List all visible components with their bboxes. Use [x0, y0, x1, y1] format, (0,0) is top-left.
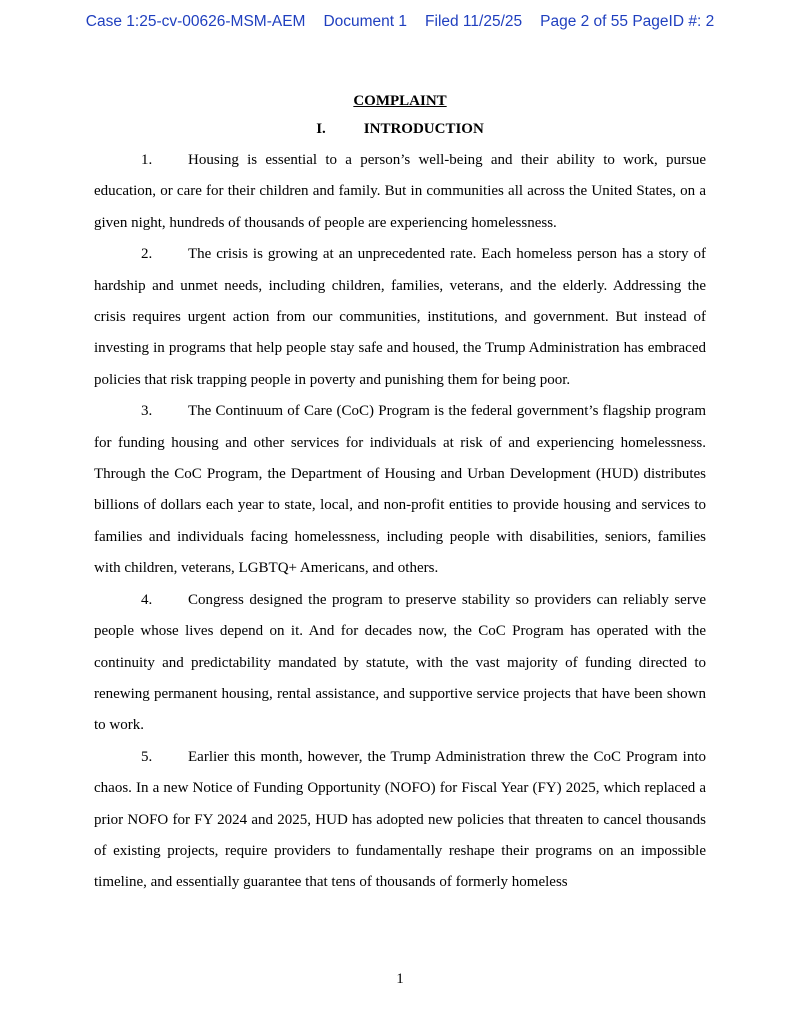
paragraph-number: 1. [141, 152, 153, 168]
document-body [94, 145, 706, 899]
document-title: COMPLAINT [353, 93, 447, 109]
paragraph-3 [94, 396, 706, 584]
section-number: I. [316, 121, 326, 137]
page-number: 1 [396, 971, 404, 987]
paragraph-text: Earlier this month, however, the Trump Administration threw the CoC Program into chaos. In a new Notice of Funding Opportunity (NOFO) for Fiscal Year (FY) 2025, which replaced a prior NOFO for FY 2024 and 2025, HUD has adopted new policies that threaten to cancel thousands of existing projects, require providers to fundamentally reshape their programs on an impossible timeline, and essentially guarantee that tens of thousands of formerly homeless [94, 748, 706, 891]
paragraph-number: 5. [141, 748, 153, 765]
paragraph-1 [94, 145, 706, 239]
section-heading [0, 121, 800, 138]
paragraph-number: 3. [141, 403, 153, 420]
page-info: Page 2 of 55 PageID #: 2 [540, 13, 715, 30]
paragraph-text: The Continuum of Care (CoC) Program is the federal government’s flagship program for funding housing and other services for individuals at risk of and experiencing homelessness. Through the CoC Program, the Department of Housing and Urban Development (HUD) distributes billions of dollars each year to state, local, and non-profit entities to provide housing and services to families and individuals facing homelessness, including people with disabilities, seniors, families with children, veterans, LGBTQ+ Americans, and others. [94, 403, 706, 577]
paragraph-number: 4. [141, 591, 153, 608]
paragraph-2 [94, 239, 706, 396]
filed-date: Filed 11/25/25 [425, 13, 523, 30]
paragraph-text: The crisis is growing at an unprecedented rate. Each homeless person has a story of hardship and unmet needs, including children, families, veterans, and the elderly. Addressing the crisis requires urgent action from our communities, institutions, and government. But instead of investing in programs that help people stay safe and housed, the Trump Administration has embraced policies that risk trapping people in poverty and punishing them for being poor. [94, 246, 706, 388]
case-header [0, 13, 800, 31]
section-title: INTRODUCTION [363, 121, 484, 137]
paragraph-4 [94, 585, 706, 742]
paragraph-5 [94, 742, 706, 899]
paragraph-text: Congress designed the program to preserve stability so providers can reliably serve people whose lives depend on it. And for decades now, the CoC Program has operated with the continuity and predictability mandated by statute, with the vast majority of funding directed to renewing permanent housing, rental assistance, and supportive service projects that have been shown to work. [94, 591, 706, 734]
paragraph-text: Housing is essential to a person’s well-being and their ability to work, pursue education, or care for their children and family. But in communities all across the United States, on a given night, hundreds of thousands of people are experiencing homelessness. [94, 152, 706, 231]
case-number: Case 1:25-cv-00626-MSM-AEM [85, 13, 306, 30]
document-number: Document 1 [323, 13, 408, 30]
paragraph-number: 2. [141, 246, 153, 263]
